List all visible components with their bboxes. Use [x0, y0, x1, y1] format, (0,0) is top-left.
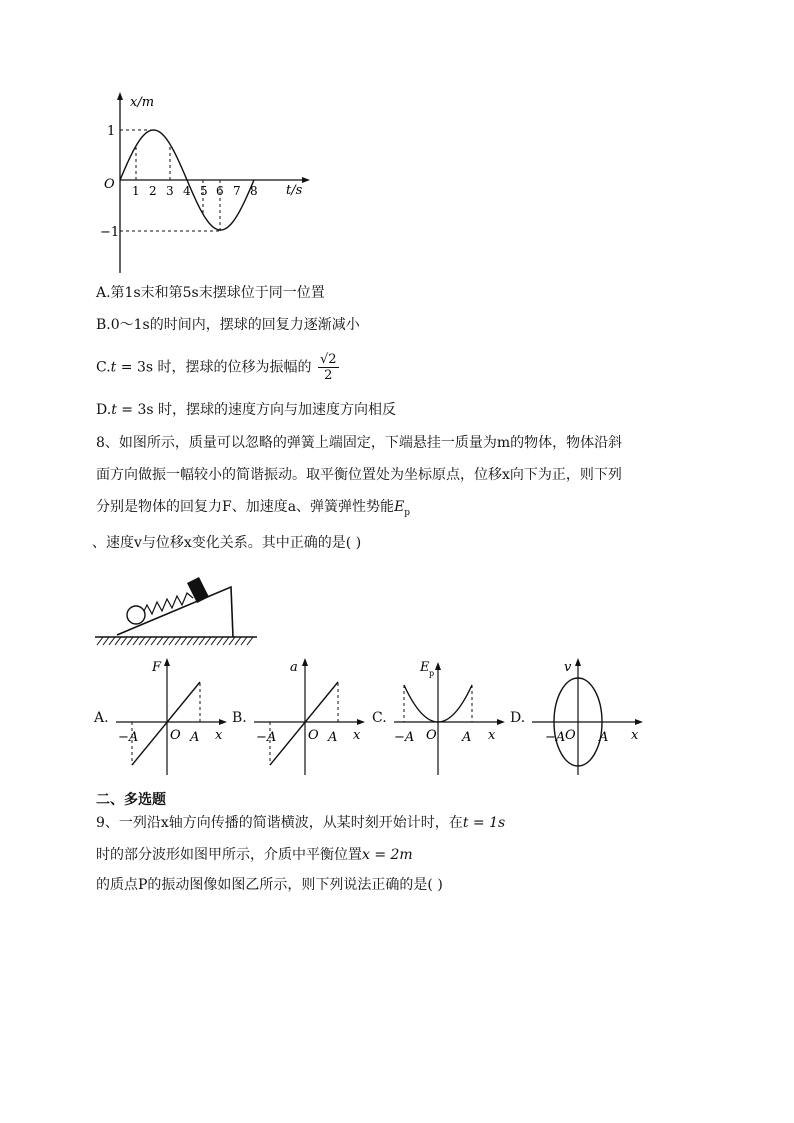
y-axis-label: x/m: [130, 95, 155, 110]
option-a-label: A.: [94, 710, 109, 726]
option-d-text: = 3s 时，摆球的速度方向与加速度方向相反: [116, 402, 396, 418]
q7-option-b: B.0～1s的时间内，摆球的回复力逐渐减小: [96, 317, 360, 333]
fraction-denominator: 2: [324, 368, 333, 383]
x-tick-4: 4: [183, 184, 191, 198]
option-a-pos-a: A: [190, 730, 200, 745]
option-c-t: t: [110, 359, 117, 376]
ep-subscript: p: [404, 507, 411, 518]
q9-line-1-text: 9、一列沿x轴方向传播的简谐横波，从某时刻开始计时，在: [96, 815, 463, 831]
option-c-prefix: C.: [96, 359, 111, 376]
option-d-origin: O: [565, 728, 576, 743]
x-tick-3: 3: [166, 184, 174, 198]
section-heading: 二、多选题: [96, 792, 166, 808]
option-c-label: C.: [372, 710, 387, 726]
option-a-origin: O: [170, 728, 181, 743]
x-tick-2: 2: [149, 184, 157, 198]
q9-time-value: t = 1s: [462, 815, 506, 831]
x-tick-6: 6: [216, 184, 224, 198]
option-d-x-axis: x: [631, 728, 639, 743]
option-c-pos-a: A: [462, 730, 472, 745]
option-b-x-axis: x: [353, 728, 361, 743]
origin-label: O: [104, 177, 115, 192]
option-graph-b[interactable]: [232, 655, 372, 780]
option-d-pos-a: A: [599, 730, 609, 745]
option-c-x-axis: x: [488, 728, 496, 743]
q9-line-3: 的质点P的振动图像如图乙所示，则下列说法正确的是( ): [96, 877, 443, 893]
option-graph-c[interactable]: [372, 655, 512, 780]
option-d-t: t: [111, 402, 117, 418]
q8-line-4: 、速度v与位移x变化关系。其中正确的是( ): [92, 535, 362, 551]
x-tick-1: 1: [132, 184, 140, 198]
displacement-time-graph: [100, 88, 320, 278]
fraction-numerator: √2: [319, 352, 337, 367]
option-b-label: B.: [232, 710, 247, 726]
option-d-y-axis: v: [564, 660, 572, 675]
option-d-neg-a: −A: [545, 730, 566, 745]
option-d-prefix: D.: [96, 402, 112, 418]
q9-line-2-text: 时的部分波形如图甲所示，介质中平衡位置: [96, 847, 362, 863]
q9-line-1: [96, 813, 505, 833]
q8-line-3-text: 分别是物体的回复力F、加速度a、弹簧弹性势能: [96, 499, 395, 515]
x-tick-5: 5: [200, 184, 208, 198]
option-graph-a[interactable]: [94, 655, 234, 780]
q7-option-c: [96, 352, 339, 383]
spring-incline-figure: [95, 565, 260, 650]
q8-line-1: 8、如图所示，质量可以忽略的弹簧上端固定，下端悬挂一质量为m的物体，物体沿斜: [96, 435, 623, 451]
option-c-neg-a: −A: [394, 730, 415, 745]
option-a-x-axis: x: [215, 728, 223, 743]
option-b-pos-a: A: [328, 730, 338, 745]
option-graph-d[interactable]: [510, 655, 650, 780]
x-axis-label: t/s: [286, 183, 303, 198]
option-c-text: = 3s 时，摆球的位移为振幅的: [116, 359, 312, 376]
option-b-y-axis: a: [290, 660, 298, 675]
ep-symbol: E: [394, 499, 405, 515]
x-tick-7: 7: [233, 184, 241, 198]
option-a-neg-a: −A: [118, 730, 139, 745]
option-c-origin: O: [426, 728, 437, 743]
y-tick-1: 1: [107, 124, 116, 139]
force-line: [132, 682, 200, 765]
option-d-label: D.: [510, 710, 526, 726]
option-b-origin: O: [308, 728, 319, 743]
option-c-y-axis: E: [420, 660, 430, 675]
q9-position-value: x = 2m: [362, 847, 413, 863]
q8-line-2: 面方向做振一幅较小的简谐振动。取平衡位置处为坐标原点，位移x向下为正，则下列: [96, 467, 622, 483]
option-a-y-axis: F: [152, 660, 162, 675]
q7-option-a: A.第1s末和第5s末摆球位于同一位置: [96, 285, 325, 301]
q9-line-2: [96, 845, 413, 865]
sqrt2-over-2-fraction: [318, 352, 339, 383]
acceleration-line: [270, 682, 338, 765]
option-c-y-sub: p: [429, 669, 435, 678]
q8-line-3: [96, 497, 410, 523]
option-b-neg-a: −A: [256, 730, 277, 745]
y-tick-minus1: −1: [100, 225, 120, 240]
x-tick-8: 8: [250, 184, 258, 198]
q7-option-d: [96, 400, 396, 420]
